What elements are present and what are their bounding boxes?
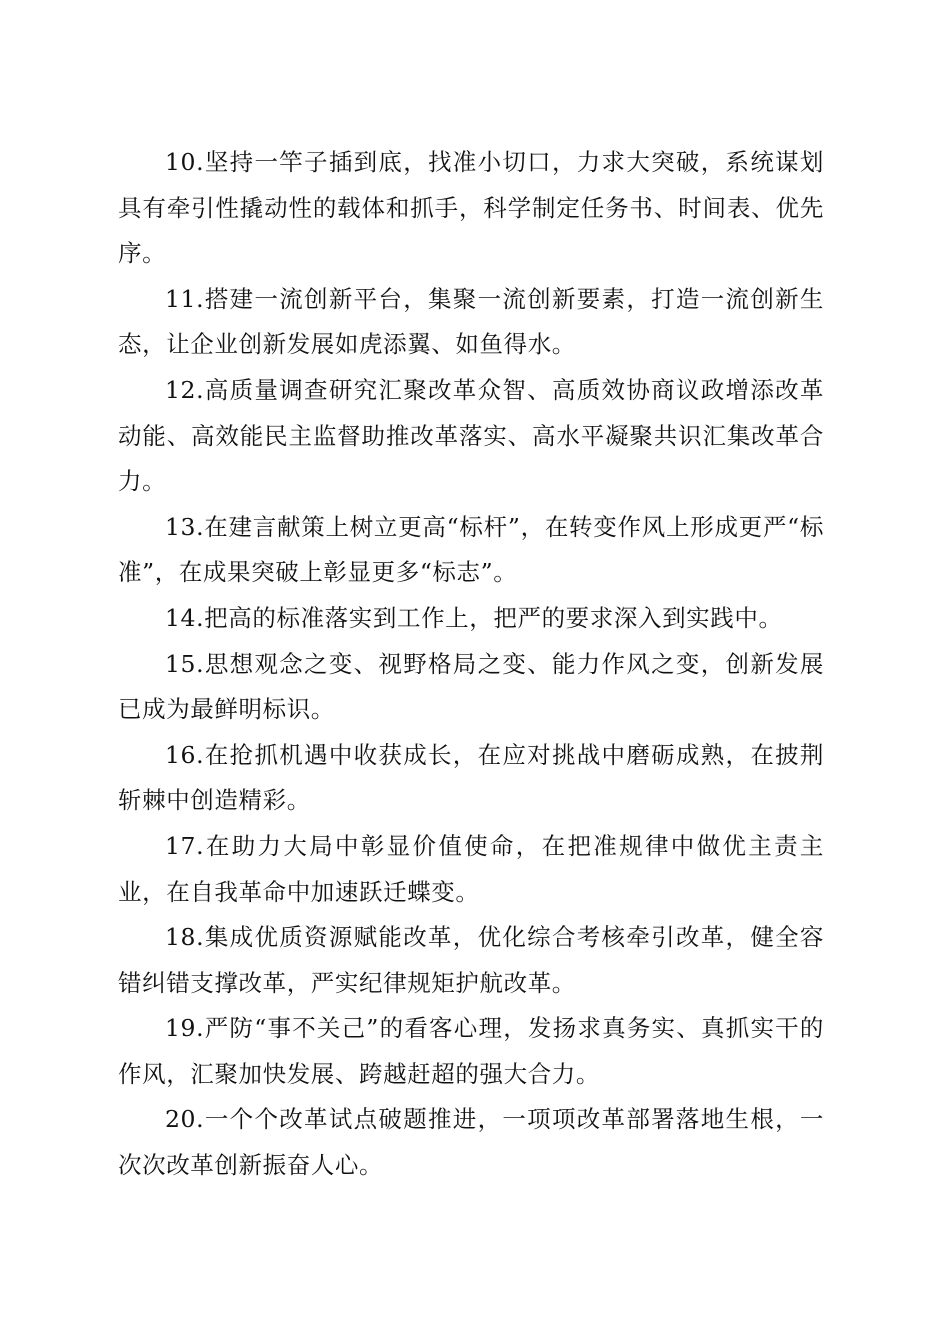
paragraph-16: 16.在抢抓机遇中收获成长，在应对挑战中磨砺成熟，在披荆斩棘中创造精彩。 <box>118 740 824 815</box>
paragraph-11: 11.搭建一流创新平台，集聚一流创新要素，打造一流创新生态，让企业创新发展如虎添翼、如鱼得水。 <box>118 284 824 359</box>
paragraph-15: 15.思想观念之变、视野格局之变、能力作风之变，创新发展已成为最鲜明标识。 <box>118 649 824 724</box>
document-body <box>118 140 824 1189</box>
paragraph-17: 17.在助力大局中彰显价值使命，在把准规律中做优主责主业，在自我革命中加速跃迁蝶变。 <box>118 831 824 906</box>
paragraph-14: 14.把高的标准落实到工作上，把严的要求深入到实践中。 <box>165 603 783 632</box>
paragraph-12: 12.高质量调查研究汇聚改革众智、高质效协商议政增添改革动能、高效能民主监督助推改革落实、高水平凝聚共识汇集改革合力。 <box>118 375 824 496</box>
paragraph-13: 13.在建言献策上树立更高“标杆”，在转变作风上形成更严“标准”，在成果突破上彰显更多“标志”。 <box>118 512 824 587</box>
paragraph-10: 10.坚持一竿子插到底，找准小切口，力求大突破，系统谋划具有牵引性撬动性的载体和抓手，科学制定任务书、时间表、优先序。 <box>118 148 824 268</box>
paragraph-19: 19.严防“事不关己”的看客心理，发扬求真务实、真抓实干的作风，汇聚加快发展、跨越赶超的强大合力。 <box>118 1014 824 1088</box>
paragraph-18: 18.集成优质资源赋能改革，优化综合考核牵引改革，健全容错纠错支撑改革，严实纪律规矩护航改革。 <box>118 923 824 997</box>
paragraph-20: 20.一个个改革试点破题推进，一项项改革部署落地生根，一次次改革创新振奋人心。 <box>118 1105 824 1180</box>
